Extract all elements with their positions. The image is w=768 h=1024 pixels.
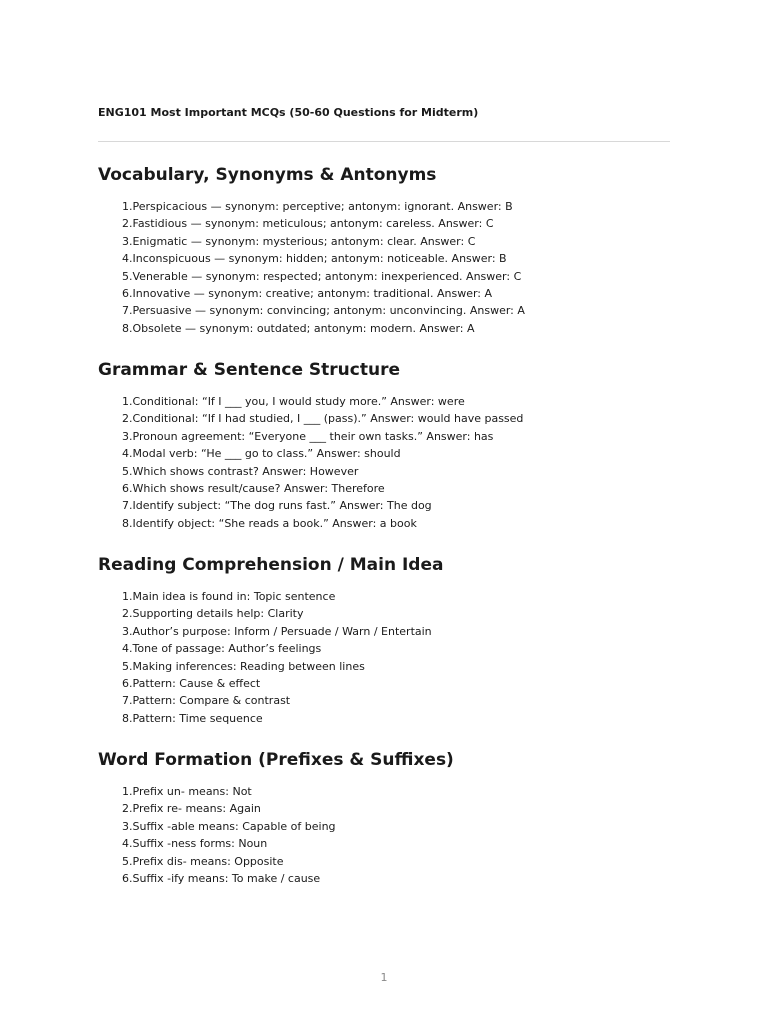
list-item: 7.Persuasive — synonym: convincing; antonym: unconvincing. Answer: A [122,304,525,318]
question-list [122,393,523,532]
list-item: 1.Main idea is found in: Topic sentence [122,590,336,603]
list-item: 7.Identify subject: “The dog runs fast.” Answer: The dog [122,499,432,513]
list-item: 5.Venerable — synonym: respected; antonym: inexperienced. Answer: C [122,269,522,283]
page-number: 1 [380,971,388,984]
list-item: 4.Inconspicuous — synonym: hidden; antonym: noticeable. Answer: B [122,252,507,266]
list-item: 5.Prefix dis- means: Opposite [122,854,284,868]
section-heading: Reading Comprehension / Main Idea [98,555,444,575]
list-item: 8.Identify object: “She reads a book.” Answer: a book [122,516,417,530]
section-heading: Grammar & Sentence Structure [98,360,400,380]
document-title: ENG101 Most Important MCQs (50-60 Questions for Midterm) [98,106,479,119]
title-divider [98,141,670,142]
section-heading: Vocabulary, Synonyms & Antonyms [98,165,437,185]
list-item: 2.Supporting details help: Clarity [122,607,304,621]
list-item: 2.Conditional: “If I had studied, I ___ (pass).” Answer: would have passed [122,412,524,426]
section-word-formation [98,749,670,886]
question-list [122,588,432,727]
list-item: 3.Enigmatic — synonym: mysterious; antonym: clear. Answer: C [122,234,476,248]
section-heading: Word Formation (Prefixes & Suffixes) [98,750,454,770]
list-item: 1.Conditional: “If I ___ you, I would study more.” Answer: were [122,395,465,408]
list-item: 7.Pattern: Compare & contrast [122,694,291,708]
list-item: 4.Tone of passage: Author’s feelings [122,642,322,656]
list-item: 4.Suffix -ness forms: Noun [122,837,268,851]
list-item: 6.Suffix -ify means: To make / cause [122,872,321,886]
list-item: 3.Suffix -able means: Capable of being [122,819,336,833]
list-item: 6.Innovative — synonym: creative; antonym: traditional. Answer: A [122,287,493,301]
list-item: 2.Fastidious — synonym: meticulous; antonym: careless. Answer: C [122,217,494,231]
section-reading [98,554,670,725]
question-list [122,783,336,887]
section-grammar [98,359,670,530]
list-item: 4.Modal verb: “He ___ go to class.” Answer: should [122,447,401,461]
list-item: 2.Prefix re- means: Again [122,802,261,816]
list-item: 6.Pattern: Cause & effect [122,677,261,691]
list-item: 6.Which shows result/cause? Answer: Therefore [122,482,385,496]
list-item: 3.Author’s purpose: Inform / Persuade / Warn / Entertain [122,624,432,638]
list-item: 5.Which shows contrast? Answer: However [122,464,359,478]
list-item: 5.Making inferences: Reading between lines [122,659,365,673]
list-item: 8.Obsolete — synonym: outdated; antonym: modern. Answer: A [122,321,475,335]
section-vocabulary [98,164,670,335]
list-item: 1.Prefix un- means: Not [122,785,252,798]
question-list [122,198,525,337]
list-item: 3.Pronoun agreement: “Everyone ___ their own tasks.” Answer: has [122,429,494,443]
list-item: 8.Pattern: Time sequence [122,711,263,725]
list-item: 1.Perspicacious — synonym: perceptive; antonym: ignorant. Answer: B [122,200,513,213]
